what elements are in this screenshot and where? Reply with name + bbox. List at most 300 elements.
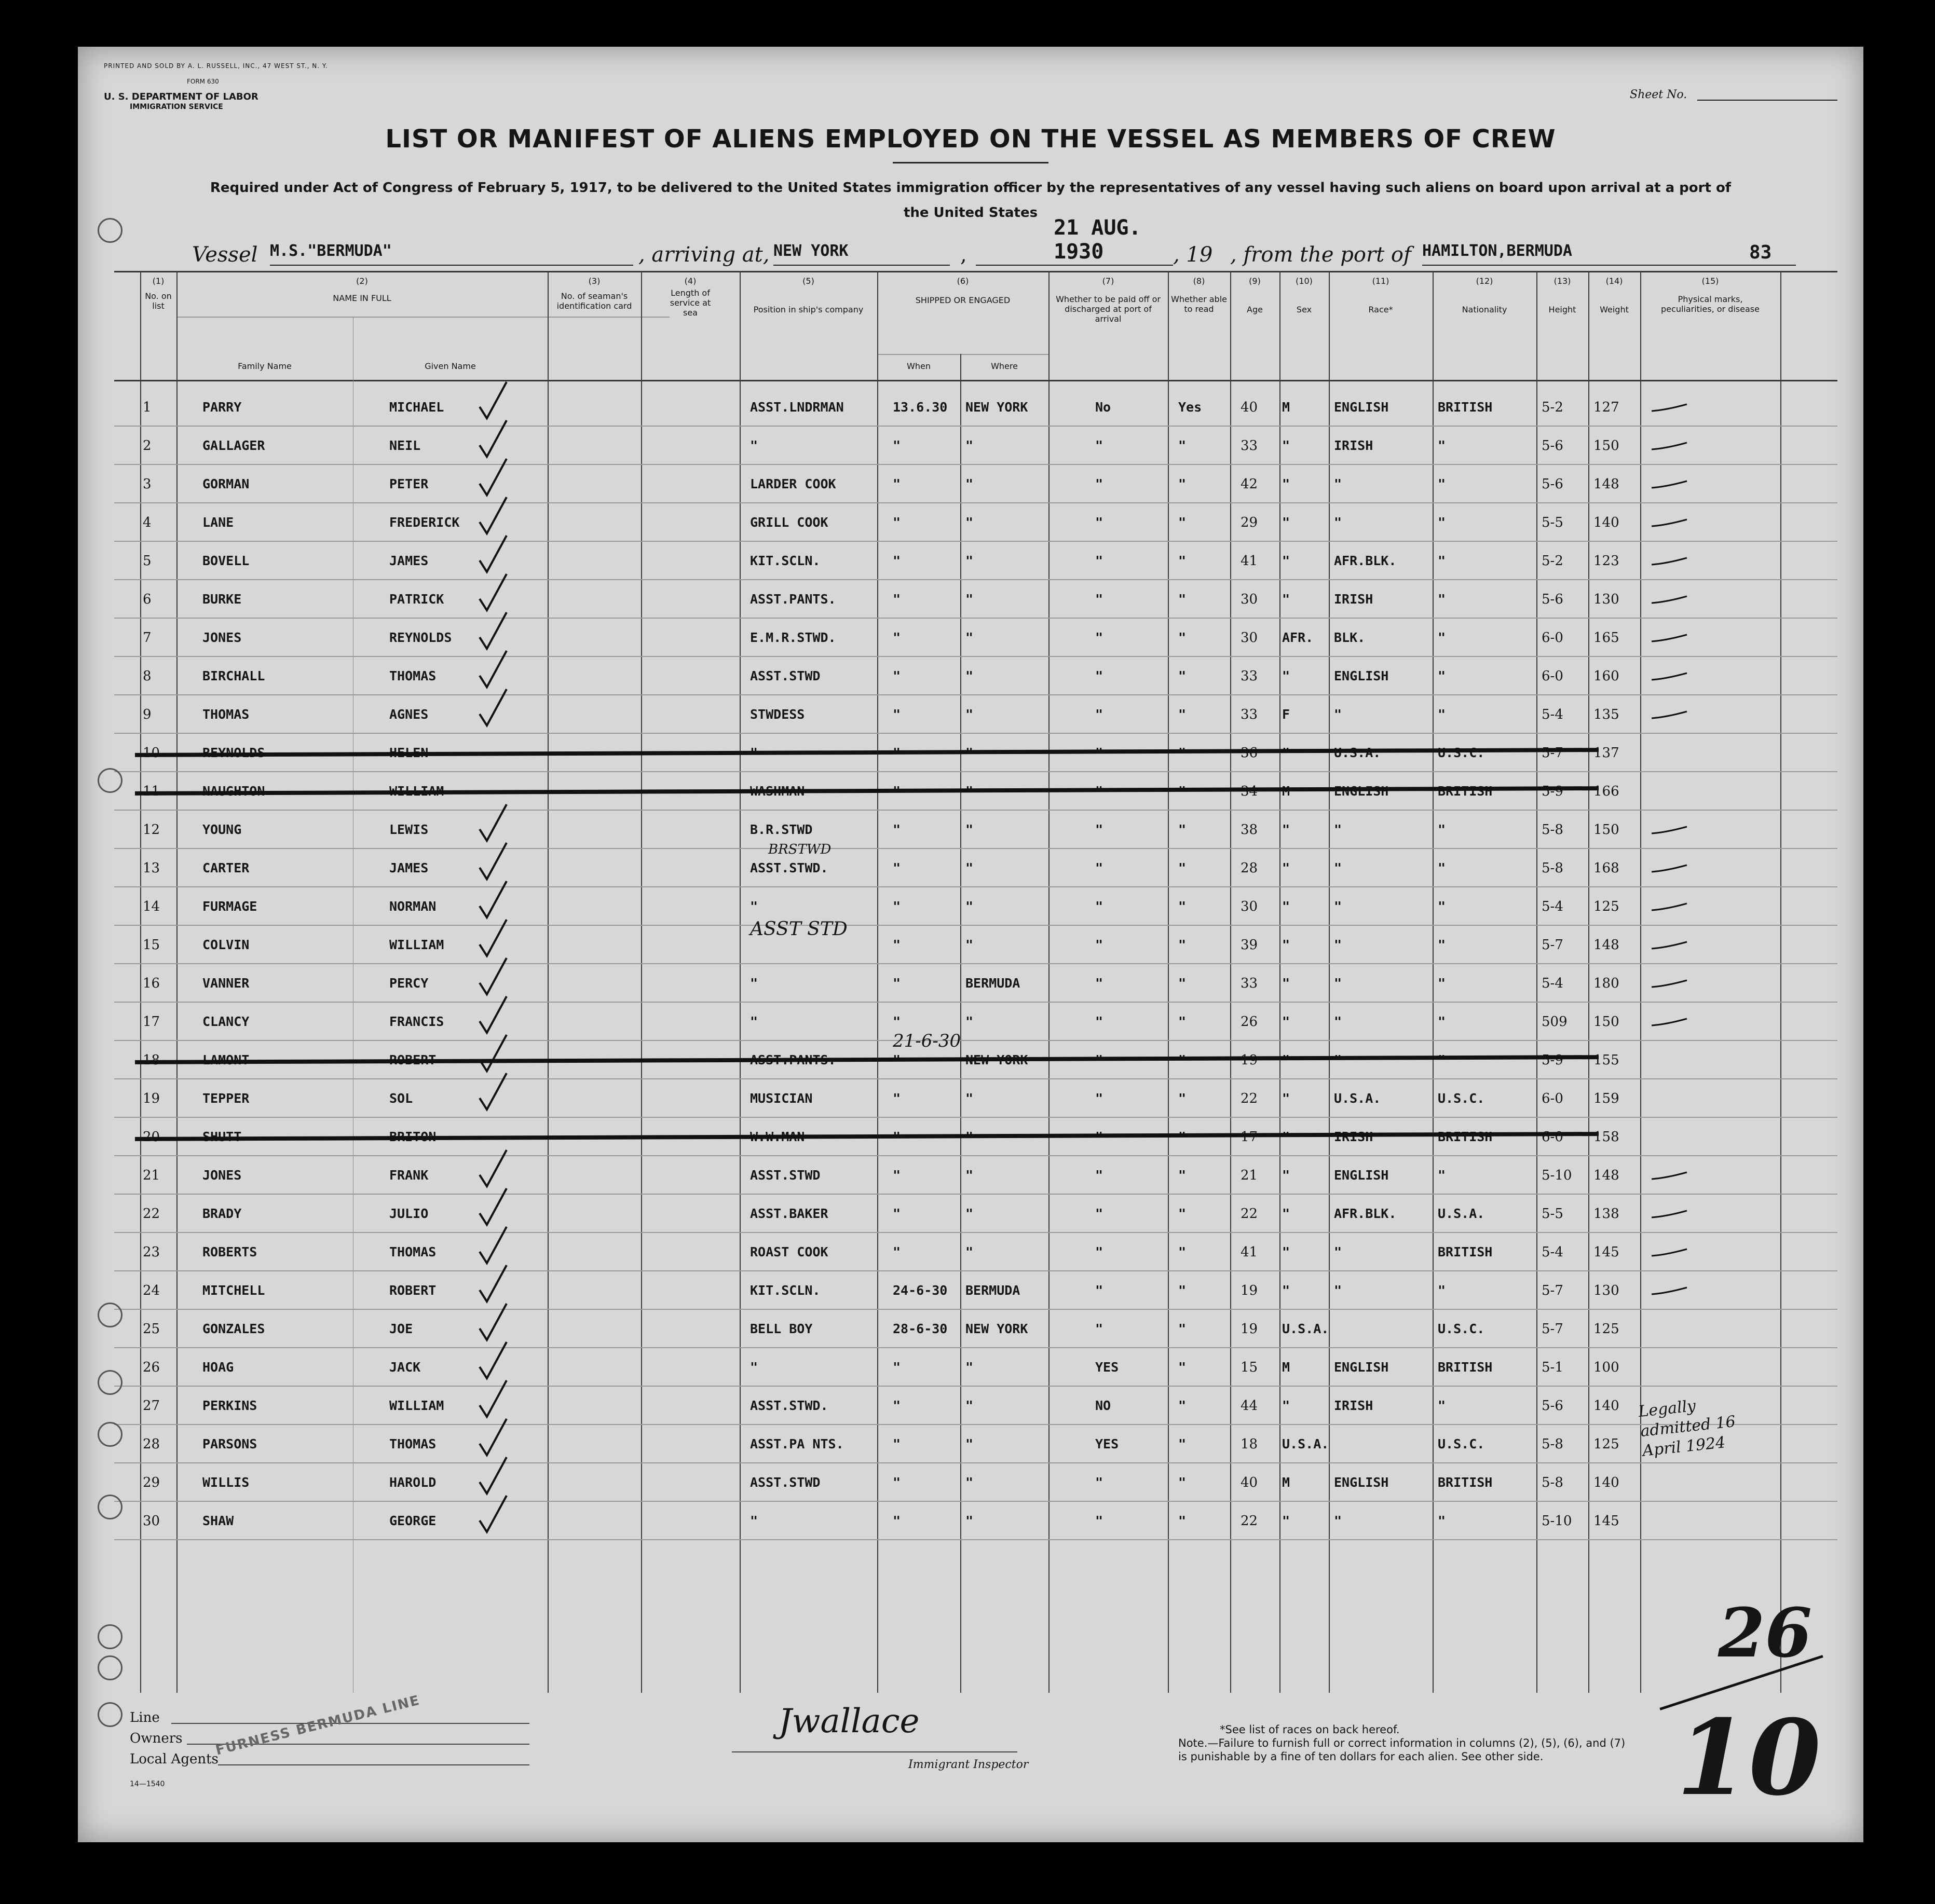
cell-where: NEW YORK (965, 1052, 1028, 1067)
cell-given: AGNES (389, 707, 429, 722)
cell-age: 34 (1241, 784, 1258, 799)
handwritten-correction: 21-6-30 (893, 1031, 961, 1051)
cell-family: SHUTT (202, 1129, 242, 1144)
tick-dash-icon (1651, 1248, 1688, 1258)
row-rule (114, 579, 1837, 580)
cell-sex: " (1282, 592, 1290, 607)
cell-weight: 165 (1593, 630, 1619, 646)
cell-when: " (893, 822, 901, 837)
cell-no: 22 (143, 1206, 160, 1222)
cell-sex: " (1282, 1129, 1290, 1144)
cell-age: 30 (1241, 592, 1258, 607)
row-rule (114, 1309, 1837, 1310)
col1-label: No. on list (145, 291, 172, 311)
cell-sex: AFR. (1282, 630, 1314, 645)
cell-age: 42 (1241, 476, 1258, 492)
cell-weight: 148 (1593, 476, 1619, 492)
col9-num: (9) (1249, 276, 1261, 286)
col5-num: (5) (802, 276, 814, 286)
tick-dash-icon (1651, 672, 1688, 682)
cell-height: 5-4 (1542, 976, 1563, 991)
cell-paid: " (1095, 1091, 1103, 1106)
row-rule (114, 1501, 1837, 1502)
cell-nat: " (1438, 438, 1446, 453)
check-mark-icon (478, 802, 509, 843)
cell-nat: U.S.A. (1438, 1206, 1485, 1221)
cell-age: 36 (1241, 745, 1258, 761)
cell-sex: U.S.A. (1282, 1321, 1329, 1336)
cell-weight: 140 (1593, 1475, 1619, 1490)
col12-num: (12) (1476, 276, 1493, 286)
cell-read: " (1178, 630, 1187, 645)
cell-weight: 180 (1593, 976, 1619, 991)
cell-given: JOE (389, 1321, 413, 1336)
cell-paid: " (1095, 822, 1103, 837)
punch-hole-icon (98, 1702, 122, 1727)
cell-age: 22 (1241, 1513, 1258, 1529)
cell-paid: " (1095, 899, 1103, 914)
row-rule (114, 464, 1837, 465)
cell-race: ENGLISH (1334, 1168, 1389, 1183)
cell-paid: " (1095, 515, 1103, 530)
cell-family: GALLAGER (202, 438, 265, 453)
cell-nat: " (1438, 668, 1446, 683)
cell-age: 44 (1241, 1398, 1258, 1414)
header-bottom-rule (114, 380, 1837, 381)
cell-paid: " (1095, 668, 1103, 683)
cell-sex: " (1282, 822, 1290, 837)
row-rule (114, 1462, 1837, 1463)
check-mark-icon (478, 841, 509, 881)
check-mark-icon (478, 572, 509, 612)
cell-paid: " (1095, 553, 1103, 568)
cell-height: 5-6 (1542, 592, 1563, 607)
cell-weight: 150 (1593, 438, 1619, 454)
cell-position: KIT.SCLN. (750, 553, 821, 568)
cell-nat: " (1438, 1052, 1446, 1067)
check-mark-icon (478, 994, 509, 1035)
cell-height: 5-8 (1542, 1436, 1563, 1452)
cell-race: ENGLISH (1334, 1360, 1389, 1375)
cell-sex: " (1282, 515, 1290, 530)
date-stamp: 21 AUG. 1930 (1054, 216, 1141, 264)
cell-when: " (893, 1436, 901, 1451)
cell-height: 6-0 (1542, 1129, 1563, 1145)
vessel-name: M.S."BERMUDA" (270, 242, 392, 260)
cell-given: THOMAS (389, 1244, 437, 1259)
cell-height: 5-8 (1542, 822, 1563, 838)
table-row (114, 965, 1837, 1004)
cell-read: " (1178, 1244, 1187, 1259)
cell-age: 41 (1241, 553, 1258, 569)
cell-family: LANE (202, 515, 234, 530)
cell-family: COLVIN (202, 937, 250, 952)
col9-label: Age (1247, 305, 1263, 314)
cell-height: 6-0 (1542, 1091, 1563, 1106)
cell-position: WASHMAN (750, 784, 805, 799)
cell-height: 5-6 (1542, 476, 1563, 492)
cell-read: " (1178, 784, 1187, 799)
punch-hole-icon (98, 218, 122, 243)
cell-weight: 168 (1593, 860, 1619, 876)
cell-given: REYNOLDS (389, 630, 452, 645)
cell-position: LARDER COOK (750, 476, 836, 491)
cell-height: 5-8 (1542, 1475, 1563, 1490)
cell-nat: U.S.C. (1438, 1091, 1485, 1106)
cell-family: BURKE (202, 592, 242, 607)
check-mark-icon (478, 380, 509, 420)
table-row (114, 1464, 1837, 1503)
col2-header (176, 276, 548, 303)
cell-read: " (1178, 1436, 1187, 1451)
cell-family: PERKINS (202, 1398, 257, 1413)
cell-when: " (893, 1244, 901, 1259)
cell-read: " (1178, 476, 1187, 491)
cell-where: " (965, 592, 974, 607)
cell-nat: U.S.C. (1438, 1321, 1485, 1336)
check-mark-icon (478, 1148, 509, 1188)
cell-when: " (893, 515, 901, 530)
when-header: When (907, 361, 931, 371)
check-mark-icon (478, 687, 509, 728)
col8-header (1168, 276, 1230, 314)
cell-read: " (1178, 1321, 1187, 1336)
col15-num: (15) (1701, 276, 1719, 286)
cell-position: " (750, 1513, 758, 1528)
cell-where: " (965, 1091, 974, 1106)
cell-no: 13 (143, 860, 160, 876)
sheet-label: Sheet No. (1630, 88, 1687, 101)
cell-position: ASST.LNDRMAN (750, 400, 844, 415)
cell-sex: " (1282, 1014, 1290, 1029)
cell-family: CLANCY (202, 1014, 250, 1029)
cell-sex: " (1282, 1398, 1290, 1413)
cell-when: " (893, 476, 901, 491)
table-row (114, 1311, 1837, 1349)
cell-position: MUSICIAN (750, 1091, 813, 1106)
row-rule (114, 1002, 1837, 1003)
col15-label: Physical marks, peculiarities, or disease (1661, 294, 1760, 314)
cell-race: " (1334, 1052, 1342, 1067)
cell-sex: " (1282, 438, 1290, 453)
cell-read: " (1178, 1168, 1187, 1183)
col11-num: (11) (1372, 276, 1389, 286)
cell-when: 24-6-30 (893, 1283, 948, 1298)
cell-position: " (750, 1360, 758, 1375)
row-rule (114, 771, 1837, 772)
cell-paid: " (1095, 1475, 1103, 1490)
cell-height: 5-5 (1542, 1206, 1563, 1222)
cell-height: 5-9 (1542, 784, 1563, 799)
row-rule (114, 848, 1837, 849)
col11-header (1329, 276, 1433, 314)
cell-position: " (750, 745, 758, 760)
cell-no: 10 (143, 745, 160, 761)
cell-read: " (1178, 1360, 1187, 1375)
cell-family: BOVELL (202, 553, 250, 568)
cell-no: 26 (143, 1360, 160, 1375)
cell-paid: " (1095, 1244, 1103, 1259)
check-mark-icon (478, 917, 509, 958)
cell-family: BIRCHALL (202, 668, 265, 683)
cell-where: " (965, 1475, 974, 1490)
cell-age: 15 (1241, 1360, 1258, 1375)
row-rule (114, 1040, 1837, 1041)
cell-given: PATRICK (389, 592, 444, 607)
cell-age: 40 (1241, 1475, 1258, 1490)
col1-num: (1) (152, 276, 165, 286)
cell-age: 19 (1241, 1283, 1258, 1298)
cell-read: " (1178, 1513, 1187, 1528)
check-mark-icon (478, 1071, 509, 1112)
col7-num: (7) (1102, 276, 1114, 286)
punch-hole-icon (98, 768, 122, 793)
cell-height: 5-9 (1542, 1052, 1563, 1068)
handwritten-correction: ASST STD (750, 919, 848, 940)
cell-weight: 130 (1593, 592, 1619, 607)
cell-given: FREDERICK (389, 515, 460, 530)
cell-no: 25 (143, 1321, 160, 1337)
cell-no: 28 (143, 1436, 160, 1452)
cell-nat: " (1438, 707, 1446, 722)
cell-nat: U.S.C. (1438, 745, 1485, 760)
col7-label: Whether to be paid off or discharged at port of arrival (1056, 294, 1161, 324)
cell-position: ASST.STWD (750, 1475, 821, 1490)
cell-when: " (893, 1014, 901, 1029)
cell-given: JULIO (389, 1206, 429, 1221)
col11-label: Race* (1368, 305, 1393, 314)
cell-height: 5-4 (1542, 707, 1563, 722)
cell-height: 5-10 (1542, 1513, 1572, 1529)
check-mark-icon (478, 1455, 509, 1496)
cell-when: " (893, 630, 901, 645)
cell-when: 28-6-30 (893, 1321, 948, 1336)
shipped-subhead-rule (877, 354, 1048, 355)
cell-family: JONES (202, 1168, 242, 1183)
cell-race: IRISH (1334, 592, 1373, 607)
tick-dash-icon (1651, 1209, 1688, 1220)
tick-dash-icon (1651, 595, 1688, 605)
table-row (114, 919, 1837, 965)
cell-paid: " (1095, 1168, 1103, 1183)
cell-family: GORMAN (202, 476, 250, 491)
cell-where: " (965, 1360, 974, 1375)
cell-nat: " (1438, 1398, 1446, 1413)
cell-height: 5-4 (1542, 899, 1563, 914)
cell-paid: " (1095, 745, 1103, 760)
where-header: Where (991, 361, 1018, 371)
cell-age: 33 (1241, 976, 1258, 991)
cell-weight: 100 (1593, 1360, 1619, 1375)
check-mark-icon (478, 1417, 509, 1457)
cell-read: " (1178, 707, 1187, 722)
row-rule (114, 1194, 1837, 1195)
cell-nat: U.S.C. (1438, 1436, 1485, 1451)
col6-header (877, 276, 1048, 305)
cell-position: " (750, 1014, 758, 1029)
table-row (114, 773, 1837, 812)
tick-dash-icon (1651, 979, 1688, 989)
inspector-signature: Jwallace (779, 1702, 920, 1741)
name-subhead-rule (176, 317, 670, 318)
date-line (976, 216, 1173, 266)
punch-hole-icon (98, 1422, 122, 1447)
col2-num: (2) (356, 276, 368, 286)
cell-age: 40 (1241, 400, 1258, 415)
cell-sex: U.S.A. (1282, 1436, 1329, 1451)
cell-sex: " (1282, 1283, 1290, 1298)
cell-family: BRADY (202, 1206, 242, 1221)
check-mark-icon (478, 1263, 509, 1304)
cell-weight: 158 (1593, 1129, 1619, 1145)
cell-paid: " (1095, 1052, 1103, 1067)
given-name-header: Given Name (425, 361, 476, 371)
cell-family: YOUNG (202, 822, 242, 837)
cell-no: 21 (143, 1168, 160, 1183)
cell-given: PETER (389, 476, 429, 491)
cell-family: TEPPER (202, 1091, 250, 1106)
cell-read: " (1178, 1475, 1187, 1490)
cell-no: 3 (143, 476, 152, 492)
cell-read: " (1178, 1129, 1187, 1144)
cell-paid: " (1095, 630, 1103, 645)
vessel-label: Vessel (192, 243, 258, 267)
cell-no: 9 (143, 707, 152, 722)
check-mark-icon (478, 533, 509, 574)
cell-read: " (1178, 822, 1187, 837)
row-rule (114, 426, 1837, 427)
cell-weight: 140 (1593, 515, 1619, 530)
cell-family: HOAG (202, 1360, 234, 1375)
row-rule (114, 1347, 1837, 1348)
cell-where: " (965, 1244, 974, 1259)
cell-weight: 125 (1593, 899, 1619, 914)
row-rule (114, 733, 1837, 734)
cell-no: 1 (143, 400, 152, 415)
cell-no: 20 (143, 1129, 160, 1145)
row-rule (114, 1232, 1837, 1233)
cell-paid: " (1095, 976, 1103, 991)
col13-label: Height (1548, 305, 1576, 314)
cell-given: FRANCIS (389, 1014, 444, 1029)
cell-age: 39 (1241, 937, 1258, 953)
cell-family: FURMAGE (202, 899, 257, 914)
row-rule (114, 1386, 1837, 1387)
table-row (114, 1503, 1837, 1541)
cell-sex: F (1282, 707, 1290, 722)
cell-no: 4 (143, 515, 152, 530)
col4-label: Length of service at sea (670, 288, 711, 318)
form-number: FORM 630 (187, 78, 219, 85)
cell-height: 5-7 (1542, 937, 1563, 953)
cell-nat: " (1438, 860, 1446, 875)
punch-hole-icon (98, 1495, 122, 1519)
cell-family: GONZALES (202, 1321, 265, 1336)
cell-age: 33 (1241, 438, 1258, 454)
col14-header (1588, 276, 1640, 314)
cell-nat: " (1438, 553, 1446, 568)
col4-num: (4) (684, 276, 697, 286)
col10-header (1279, 276, 1329, 314)
cell-no: 12 (143, 822, 160, 838)
row26-handwritten-note: Legally admitted 16 April 1924 (1637, 1396, 1737, 1460)
cell-weight: 160 (1593, 668, 1619, 684)
cell-when: " (893, 860, 901, 875)
cell-age: 19 (1241, 1321, 1258, 1337)
table-row (114, 1080, 1837, 1119)
table-row (114, 888, 1837, 927)
cell-sex: " (1282, 1206, 1290, 1221)
cell-sex: M (1282, 784, 1290, 799)
row-rule (114, 886, 1837, 887)
cell-read: " (1178, 438, 1187, 453)
cell-race: ENGLISH (1334, 1475, 1389, 1490)
cell-family: THOMAS (202, 707, 250, 722)
cell-given: JAMES (389, 553, 429, 568)
cell-when: " (893, 1052, 901, 1067)
table-row (114, 389, 1837, 428)
col6-label: SHIPPED OR ENGAGED (915, 295, 1011, 305)
cell-race: ENGLISH (1334, 668, 1389, 683)
col13-num: (13) (1554, 276, 1571, 286)
cell-nat: " (1438, 899, 1446, 914)
punch-hole-icon (98, 1303, 122, 1327)
cell-given: MICHAEL (389, 400, 444, 415)
cell-race: " (1334, 1014, 1342, 1029)
signature-rule (732, 1751, 1017, 1752)
cell-weight: 159 (1593, 1091, 1619, 1106)
cell-position: ASST.PA NTS. (750, 1436, 844, 1451)
handwritten-correction: BRSTWD (768, 842, 832, 857)
cell-weight: 140 (1593, 1398, 1619, 1414)
cell-when: " (893, 1168, 901, 1183)
cell-no: 8 (143, 668, 152, 684)
cell-race: " (1334, 976, 1342, 991)
cell-nat: " (1438, 476, 1446, 491)
cell-no: 30 (143, 1513, 160, 1529)
cell-given: ROBERT (389, 1283, 437, 1298)
cell-where: " (965, 668, 974, 683)
inspector-label: Immigrant Inspector (908, 1758, 1029, 1771)
cell-nat: " (1438, 1283, 1446, 1298)
cell-sex: M (1282, 1475, 1290, 1490)
cell-family: VANNER (202, 976, 250, 991)
cell-family: PARRY (202, 400, 242, 415)
cell-nat: " (1438, 1513, 1446, 1528)
cell-nat: " (1438, 1014, 1446, 1029)
cell-paid: " (1095, 784, 1103, 799)
cell-paid: YES (1095, 1436, 1119, 1451)
col12-header (1433, 276, 1536, 314)
cell-sex: " (1282, 860, 1290, 875)
cell-nat: BRITISH (1438, 1129, 1493, 1144)
cell-read: " (1178, 1206, 1187, 1221)
cell-read: " (1178, 668, 1187, 683)
cell-height: 5-6 (1542, 1398, 1563, 1414)
cell-position: GRILL COOK (750, 515, 828, 530)
cell-height: 5-1 (1542, 1360, 1563, 1375)
cell-sex: " (1282, 553, 1290, 568)
check-mark-icon (478, 495, 509, 536)
cell-position: ASST.BAKER (750, 1206, 828, 1221)
cell-nat: BRITISH (1438, 1360, 1493, 1375)
cell-race: U.S.A. (1334, 1091, 1381, 1106)
cell-read: " (1178, 1283, 1187, 1298)
table-row (114, 696, 1837, 735)
cell-nat: BRITISH (1438, 784, 1493, 799)
cell-height: 5-7 (1542, 745, 1563, 761)
table-row (114, 1119, 1837, 1157)
